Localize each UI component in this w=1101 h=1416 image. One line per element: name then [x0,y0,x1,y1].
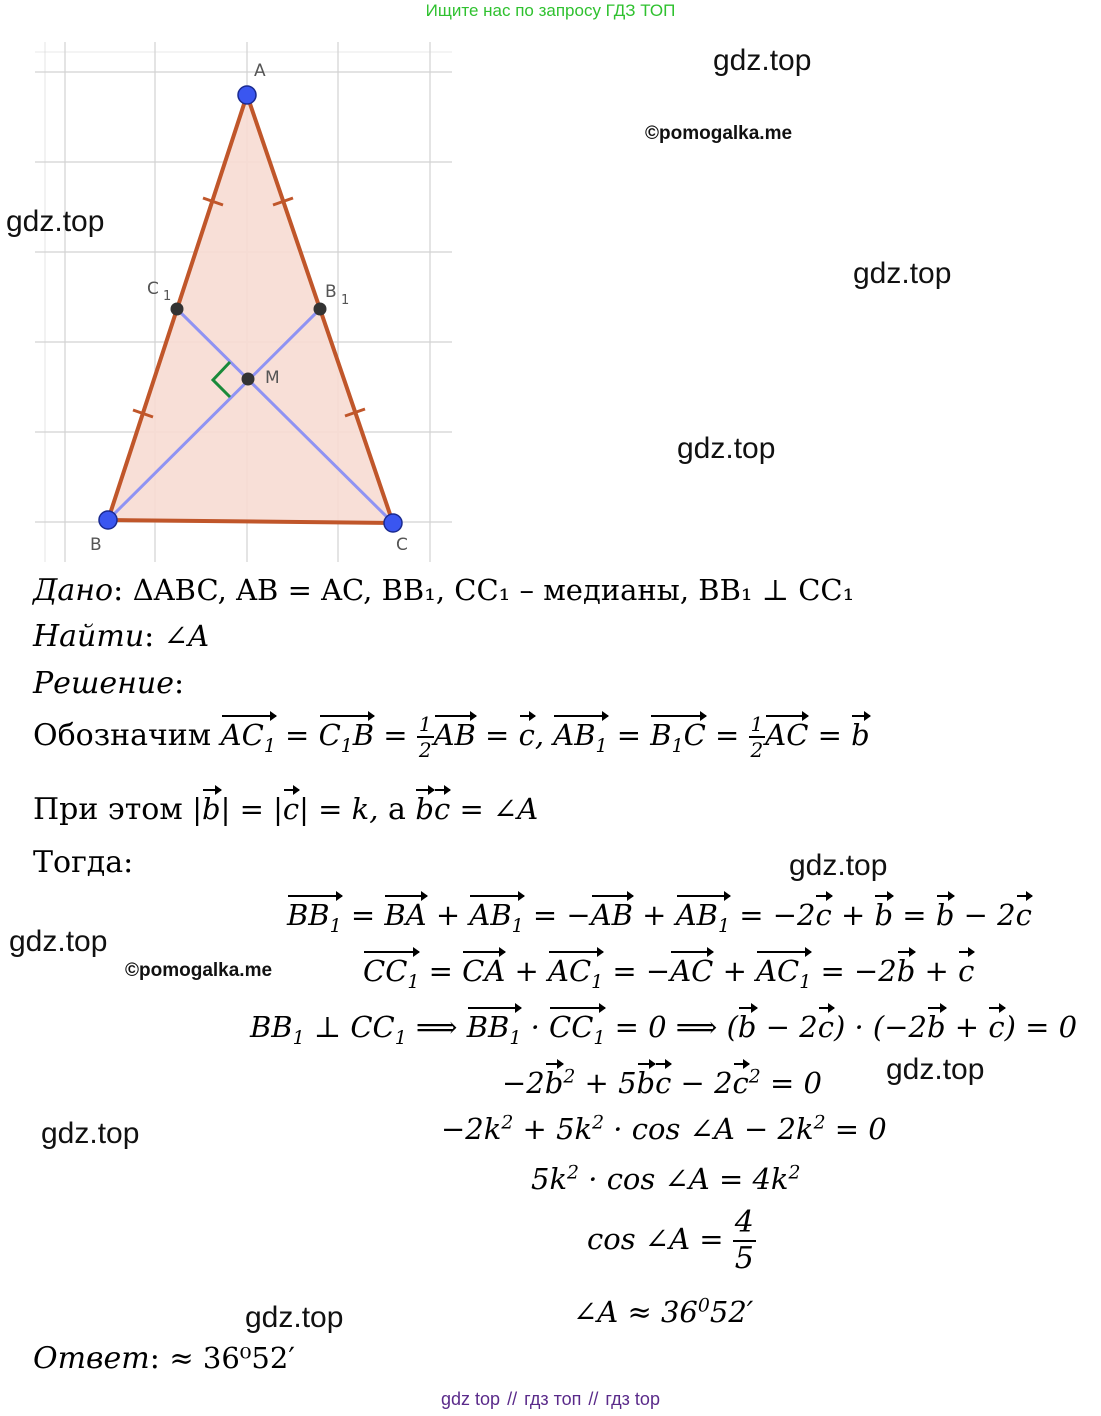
label-m: M [265,368,280,388]
label-b1-sub: 1 [341,293,350,308]
triangle-fill [108,95,393,523]
triangle-figure [0,0,470,570]
point-c1 [171,303,184,316]
bottom-links [0,1389,1101,1410]
vertex-a [238,86,256,104]
given-text: ΔABC, AB = AC, BB₁, CC₁ – медианы, BB₁ ⊥ CC₁ [132,573,855,607]
watermark: gdz.top [789,849,888,882]
equation-cc1: $CC_1$ = CA + $AC_1 = -AC + AC_1 = -2b + c$ [363,948,974,993]
label-b1: B [325,282,337,302]
then-line: Тогда: [33,845,134,880]
bottom-link[interactable]: гдз top [605,1389,660,1409]
answer-line [33,1341,295,1376]
find-label: Найти [33,619,145,654]
given-line [33,573,854,608]
bottom-link[interactable]: gdz top [441,1389,501,1409]
solution-label: Решение [33,666,174,701]
find-line [33,619,209,654]
find-text: ∠A [163,619,210,653]
note-formula: |b| = |c| = k, [192,792,378,826]
denote-formula: $AC_1 = C_1B$ = $\frac{1}{2}$ AB = c, $AB_1 = B_1C$ = $\frac{1}{2}$ AC = b [220,712,870,762]
watermark: gdz.top [713,44,812,77]
note-word: При этом [33,792,183,827]
equation-bb1: $BB_1$ = BA + $AB_1 = -AB + AB_1 = -2c + b = b - 2c$ [287,892,1032,937]
copyright-mark: ©pomogalka.me [645,123,793,144]
note-angle: bc = ∠A [415,792,538,826]
bottom-link[interactable]: гдз топ [524,1389,582,1409]
watermark: gdz.top [245,1301,344,1334]
vertex-b [99,511,117,529]
label-c1: C [147,279,159,299]
label-b: B [90,535,102,555]
watermark: gdz.top [853,257,952,290]
note-conj: а [387,792,406,827]
watermark: gdz.top [677,432,776,465]
point-b1 [314,303,327,316]
label-a: A [254,61,266,81]
copyright-mark: ©pomogalka.me [125,960,273,981]
watermark: gdz.top [886,1053,985,1086]
point-m [242,373,255,386]
given-colon: : [113,573,124,608]
note-line [33,786,538,827]
denote-word: Обозначим [33,718,212,753]
find-colon: : [144,619,155,654]
answer-colon: : [149,1341,160,1376]
watermark: gdz.top [9,925,108,958]
bottom-separator: // [588,1389,599,1409]
vertex-c [384,514,402,532]
watermark: gdz.top [41,1117,140,1150]
answer-text: ≈ 36⁰52′ [169,1341,295,1375]
watermark: gdz.top [6,205,105,238]
equation-cos: cos ∠A = $\frac{4}{5}$ [587,1205,754,1276]
answer-label: Ответ [33,1341,150,1376]
equation-5k: $5k^2 \cdot \cos$ ∠A = $4k^2$ [531,1162,801,1196]
solution-line [33,666,184,701]
top-banner[interactable]: Ищите нас по запросу ГДЗ ТОП [425,1,676,20]
solution-colon: : [173,666,185,701]
label-c: C [396,535,408,555]
equation-k: $-2k^2 + 5k^2 \cdot \cos$ ∠A − $2k^2 = 0$ [441,1112,887,1146]
denote-line [33,712,870,760]
equation-expand: $-2b^2 + 5bc - 2c^2 = 0$ [502,1060,822,1100]
equation-perpendicular: $BB_1$ ⊥ $CC_1$ ⟹ $BB_1 \cdot CC_1 = 0$ ⟹ (b − 2c) · (−2b + c) = 0 [250,1004,1077,1049]
bottom-separator: // [507,1389,518,1409]
given-label: Дано [33,573,114,608]
equation-angle: ∠A ≈ $36^052'$ [573,1295,754,1329]
label-c1-sub: 1 [163,289,172,304]
